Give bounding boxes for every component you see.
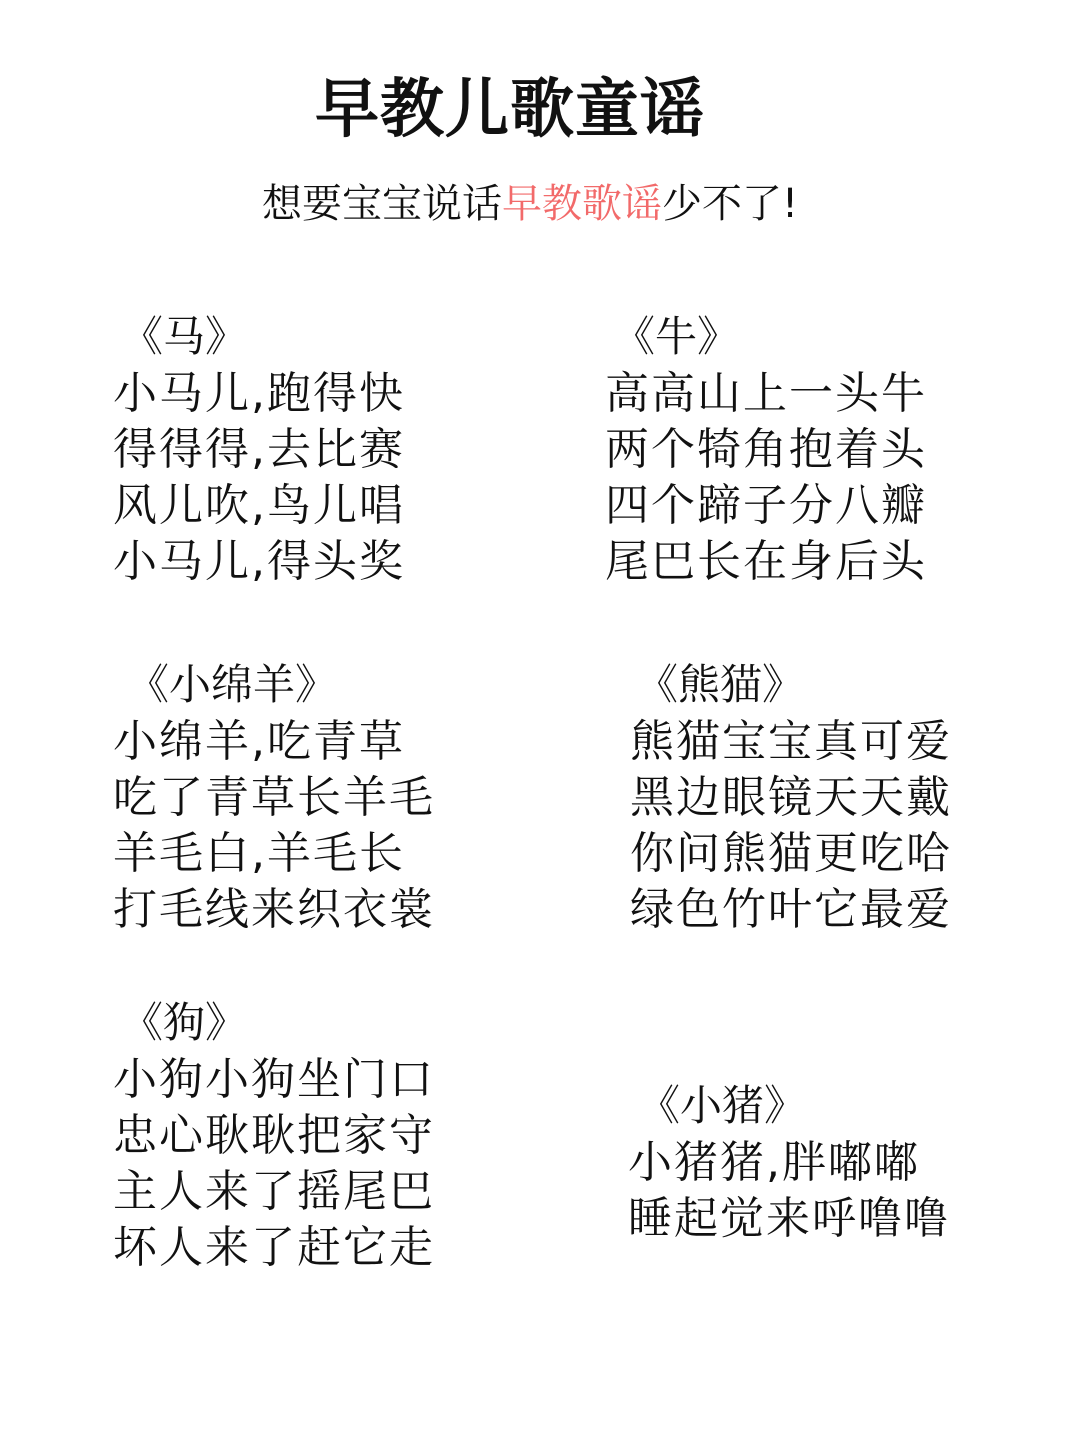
page-subtitle [262, 176, 882, 232]
poem-line: 黑边眼镜天天戴 [630, 772, 952, 823]
page-title: 早教儿歌童谣 [315, 73, 705, 147]
poem-line: 得得得,去比赛 [113, 424, 405, 475]
poem-line: 睡起觉来呼噜噜 [628, 1193, 950, 1244]
poem-line: 两个犄角抱着头 [605, 424, 927, 475]
subtitle-text-before: 想要宝宝说话 [262, 181, 502, 227]
subtitle-highlight: 早教歌谣 [502, 181, 662, 227]
poem-panda [630, 656, 952, 938]
poem-pig [628, 1077, 950, 1247]
poem-line: 打毛线来织衣裳 [113, 884, 435, 935]
poem-line: 主人来了摇尾巴 [113, 1166, 435, 1217]
poem-line: 你问熊猫更吃哈 [630, 828, 952, 879]
poem-title: 《小猪》 [638, 1081, 807, 1130]
poem-line: 小绵羊,吃青草 [113, 716, 405, 767]
poem-line: 小狗小狗坐门口 [113, 1054, 435, 1105]
poem-horse [113, 308, 405, 590]
poem-line: 小猪猪,胖嘟嘟 [628, 1137, 920, 1188]
poem-line: 四个蹄子分八瓣 [605, 480, 927, 531]
poem-lamb [113, 656, 435, 938]
poem-line: 小马儿,得头奖 [113, 536, 405, 587]
poem-line: 忠心耿耿把家守 [113, 1110, 435, 1161]
poem-title: 《牛》 [613, 312, 740, 361]
poem-line: 高高山上一头牛 [605, 368, 927, 419]
poem-cow [605, 308, 927, 590]
poem-line: 坏人来了赶它走 [113, 1222, 435, 1273]
poem-title: 《熊猫》 [636, 660, 805, 709]
poem-line: 熊猫宝宝真可爱 [630, 716, 952, 767]
poem-title: 《马》 [121, 312, 248, 361]
poem-line: 尾巴长在身后头 [605, 536, 927, 587]
poem-line: 吃了青草长羊毛 [113, 772, 435, 823]
poem-line: 小马儿,跑得快 [113, 368, 405, 419]
poem-title: 《小绵羊》 [127, 660, 338, 709]
poem-line: 羊毛白,羊毛长 [113, 828, 405, 879]
poem-line: 绿色竹叶它最爱 [630, 884, 952, 935]
poem-line: 风儿吹,鸟儿唱 [113, 480, 405, 531]
subtitle-text-after: 少不了! [662, 181, 799, 227]
poem-title: 《狗》 [121, 998, 248, 1047]
poem-dog [113, 994, 435, 1276]
